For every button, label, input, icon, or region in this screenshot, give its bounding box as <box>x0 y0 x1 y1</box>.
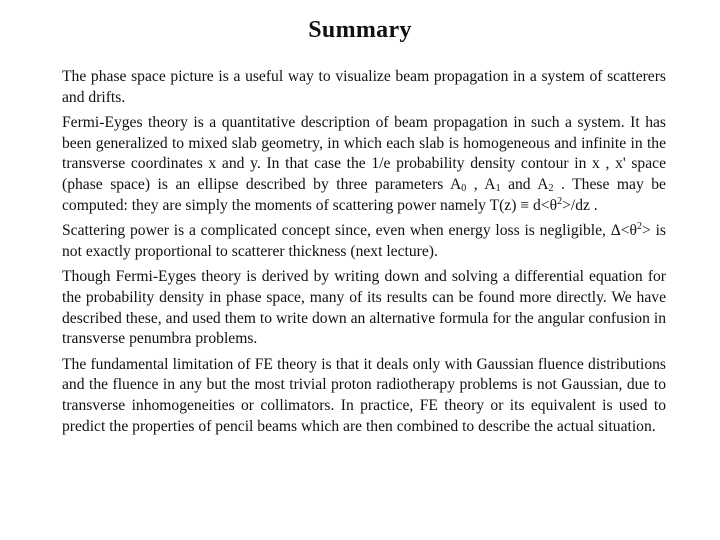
superscript: 2 <box>557 195 563 207</box>
text-segment: and A <box>500 175 549 193</box>
subscript: 1 <box>495 182 501 194</box>
text-segment: > is not exactly proportional to scatterer thickness (next lecture). <box>62 222 666 260</box>
text-segment: >/dz . <box>562 196 598 214</box>
subscript: 0 <box>461 182 467 194</box>
paragraph-derivation: Though Fermi-Eyges theory is derived by writing down and solving a differential equation for the probability density in phase space, many of its results can be found more directly. We have described these, and used them to write down an alternative formula for the angular confusion in transverse penumbra problems. <box>62 268 666 348</box>
paragraph-scattering-power <box>62 221 666 262</box>
text-segment: Scattering power is a complicated concept since, even when energy loss is negligible, Δ<θ <box>62 222 637 240</box>
subscript: 2 <box>548 182 554 194</box>
text-segment: . These may be computed: they are simply the moments of scattering power namely T(z) ≡ d<θ <box>62 175 666 214</box>
text-segment: , A <box>466 175 496 193</box>
paragraph-phase-space: The phase space picture is a useful way to visualize beam propagation in a system of scatterers and drifts. <box>62 68 666 106</box>
slide-title: Summary <box>308 17 412 43</box>
slide-body <box>62 67 666 442</box>
text-segment: Fermi-Eyges theory is a quantitative description of beam propagation in such a system. It has been generalized to mixed slab geometry, in which each slab is homogeneous and infinite in the transverse coordinates x and y. In that case the 1/e probability density contour in x , x' space (phase space) is an ellipse described by three parameters A <box>62 114 666 193</box>
paragraph-limitation: The fundamental limitation of FE theory is that it deals only with Gaussian fluence distributions and the fluence in any but the most trivial proton radiotherapy problems is not Gaussian, due to transverse inhomogeneities or collimators. In practice, FE theory or its equivalent is used to predict the properties of pencil beams which are then combined to describe the actual situation. <box>62 355 666 435</box>
superscript: 2 <box>637 221 642 233</box>
paragraph-fermi-eyges <box>62 113 666 216</box>
